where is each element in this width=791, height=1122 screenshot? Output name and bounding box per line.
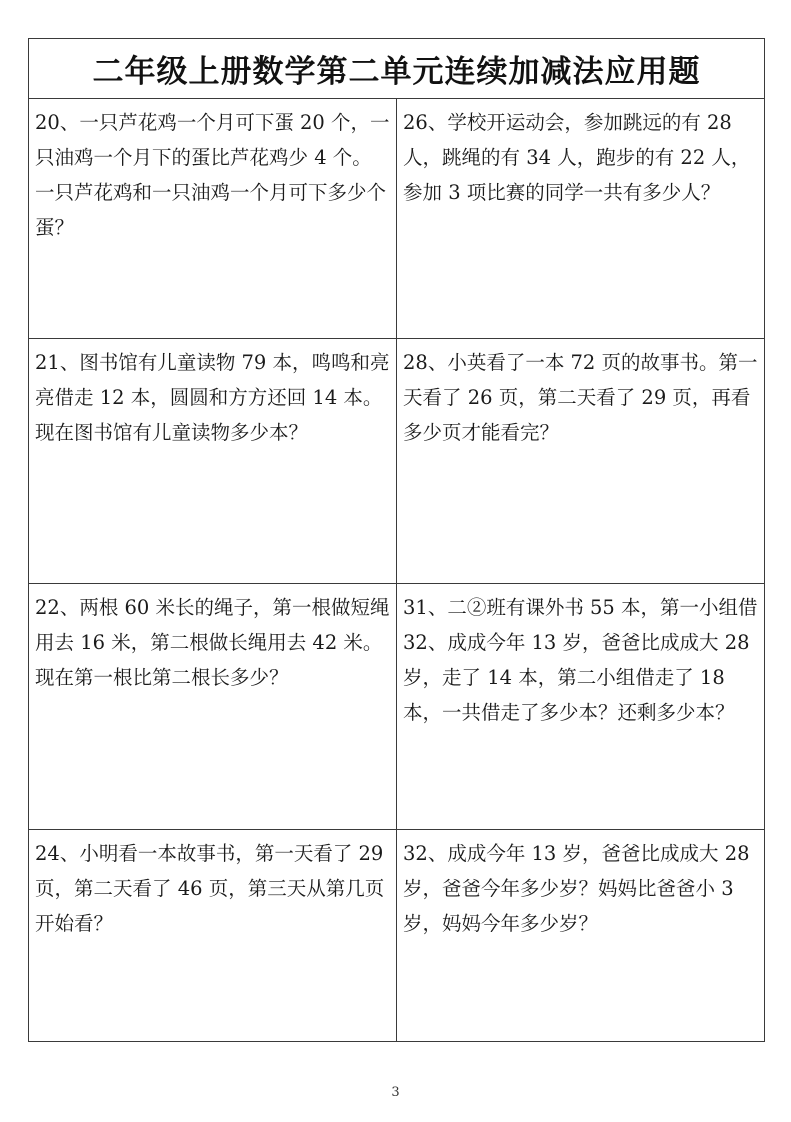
problem-28: 28、小英看了一本 72 页的故事书。第一天看了 26 页，第二天看了 29 页，再看多少页才能看完？ [397,339,764,584]
problem-grid [29,99,764,1041]
problem-22: 22、两根 60 米长的绳子，第一根做短绳用去 16 米，第二根做长绳用去 42 米。现在第一根比第二根长多少？ [29,584,397,830]
problem-20: 20、一只芦花鸡一个月可下蛋 20 个，一只油鸡一个月下的蛋比芦花鸡少 4 个。一只芦花鸡和一只油鸡一个月可下多少个蛋？ [29,99,397,339]
page-title: 二年级上册数学第二单元连续加减法应用题 [92,54,701,90]
problem-21: 21、图书馆有儿童读物 79 本，鸣鸣和亮亮借走 12 本，圆圆和方方还回 14 本。现在图书馆有儿童读物多少本？ [29,339,397,584]
title-row [29,39,764,99]
problem-31: 31、二②班有课外书 55 本，第一小组借 32、成成今年 13 岁，爸爸比成成大 28 岁，走了 14 本，第二小组借走了 18 本，一共借走了多少本？还剩多少本？ [397,584,764,830]
worksheet [28,38,765,1042]
problem-26: 26、学校开运动会，参加跳远的有 28 人，跳绳的有 34 人，跑步的有 22 人，参加 3 项比赛的同学一共有多少人？ [397,99,764,339]
page-number: 3 [391,1085,400,1100]
problem-32: 32、成成今年 13 岁，爸爸比成成大 28 岁，爸爸今年多少岁？妈妈比爸爸小 3 岁，妈妈今年多少岁？ [403,842,750,935]
problem-24: 24、小明看一本故事书，第一天看了 29 页，第二天看了 46 页，第三天从第几页开始看？ [29,830,397,1041]
